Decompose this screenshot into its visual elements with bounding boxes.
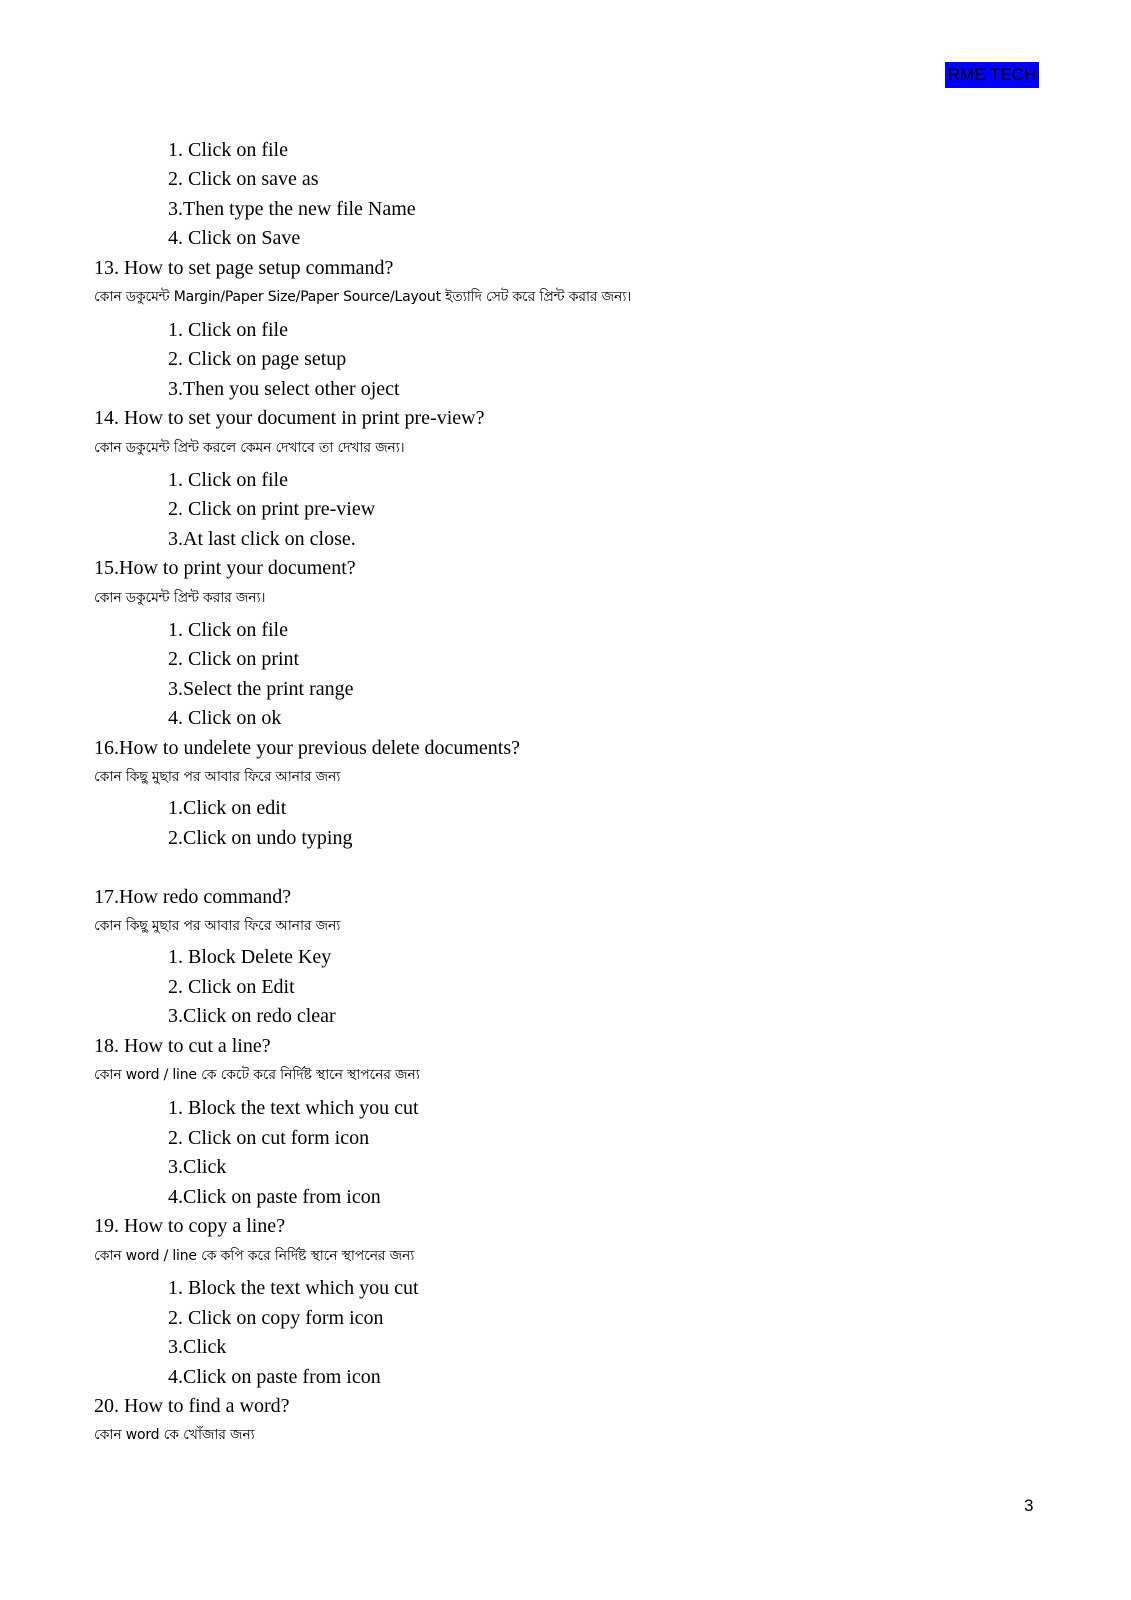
list-item: 1. Block the text which you cut: [168, 1277, 419, 1299]
question-heading: 16.How to undelete your previous delete documents?: [94, 737, 520, 759]
list-item: 2. Click on print: [168, 648, 300, 670]
list-item: 1. Click on file: [168, 619, 288, 641]
list-item: 2. Click on copy form icon: [168, 1307, 384, 1329]
question-heading: 17.How redo command?: [94, 886, 292, 908]
list-item: 1. Click on file: [168, 139, 288, 161]
list-item: 4.Click on paste from icon: [168, 1186, 381, 1208]
bengali-description: কোন ডকুমেন্ট প্রিন্ট করলে কেমন দেখাবে তা দেখার জন্য।: [94, 440, 405, 456]
bengali-description: কোন কিছু মুছার পর আবার ফিরে আনার জন্য: [94, 769, 341, 785]
list-item: 1. Block Delete Key: [168, 946, 332, 968]
list-item: 3.At last click on close.: [168, 528, 356, 550]
list-item: 2. Click on print pre-view: [168, 498, 376, 520]
list-item: 3.Click on redo clear: [168, 1005, 336, 1027]
page-number: 3: [1024, 1496, 1034, 1515]
bengali-description: কোন কিছু মুছার পর আবার ফিরে আনার জন্য: [94, 918, 341, 934]
list-item: 3.Then type the new file Name: [168, 198, 416, 220]
bengali-description: কোন ডকুমেন্ট Margin/Paper Size/Paper Source/Layout ইত্যাদি সেট করে প্রিন্ট করার জন্য।: [94, 289, 632, 305]
question-heading: 15.How to print your document?: [94, 557, 356, 579]
list-item: 3.Then you select other oject: [168, 378, 400, 400]
question-heading: 19. How to copy a line?: [94, 1215, 286, 1237]
list-item: 1. Block the text which you cut: [168, 1097, 419, 1119]
question-heading: 13. How to set page setup command?: [94, 257, 394, 279]
list-item: 2.Click on undo typing: [168, 827, 353, 849]
bengali-description: কোন word / line কে কেটে করে নির্দিষ্ট স্থানে স্থাপনের জন্য: [94, 1067, 420, 1083]
list-item: 2. Click on Edit: [168, 976, 295, 998]
list-item: 3.Click: [168, 1156, 227, 1178]
list-item: 1. Click on file: [168, 469, 288, 491]
list-item: 4. Click on ok: [168, 707, 282, 729]
list-item: 2. Click on save as: [168, 168, 319, 190]
question-heading: 14. How to set your document in print pre-view?: [94, 407, 485, 429]
list-item: 1.Click on edit: [168, 797, 287, 819]
list-item: 4.Click on paste from icon: [168, 1366, 381, 1388]
list-item: 2. Click on page setup: [168, 348, 347, 370]
bengali-description: কোন word কে খোঁজার জন্য: [94, 1427, 255, 1443]
question-heading: 18. How to cut a line?: [94, 1035, 271, 1057]
bengali-description: কোন ডকুমেন্ট প্রিন্ট করার জন্য।: [94, 590, 266, 606]
question-heading: 20. How to find a word?: [94, 1395, 290, 1417]
bengali-description: কোন word / line কে কপি করে নির্দিষ্ট স্থানে স্থাপনের জন্য: [94, 1248, 415, 1264]
list-item: 2. Click on cut form icon: [168, 1127, 370, 1149]
list-item: 4. Click on Save: [168, 227, 301, 249]
header-badge: RME TECH: [945, 62, 1039, 88]
list-item: 3.Select the print range: [168, 678, 354, 700]
list-item: 1. Click on file: [168, 319, 288, 341]
list-item: 3.Click: [168, 1336, 227, 1358]
